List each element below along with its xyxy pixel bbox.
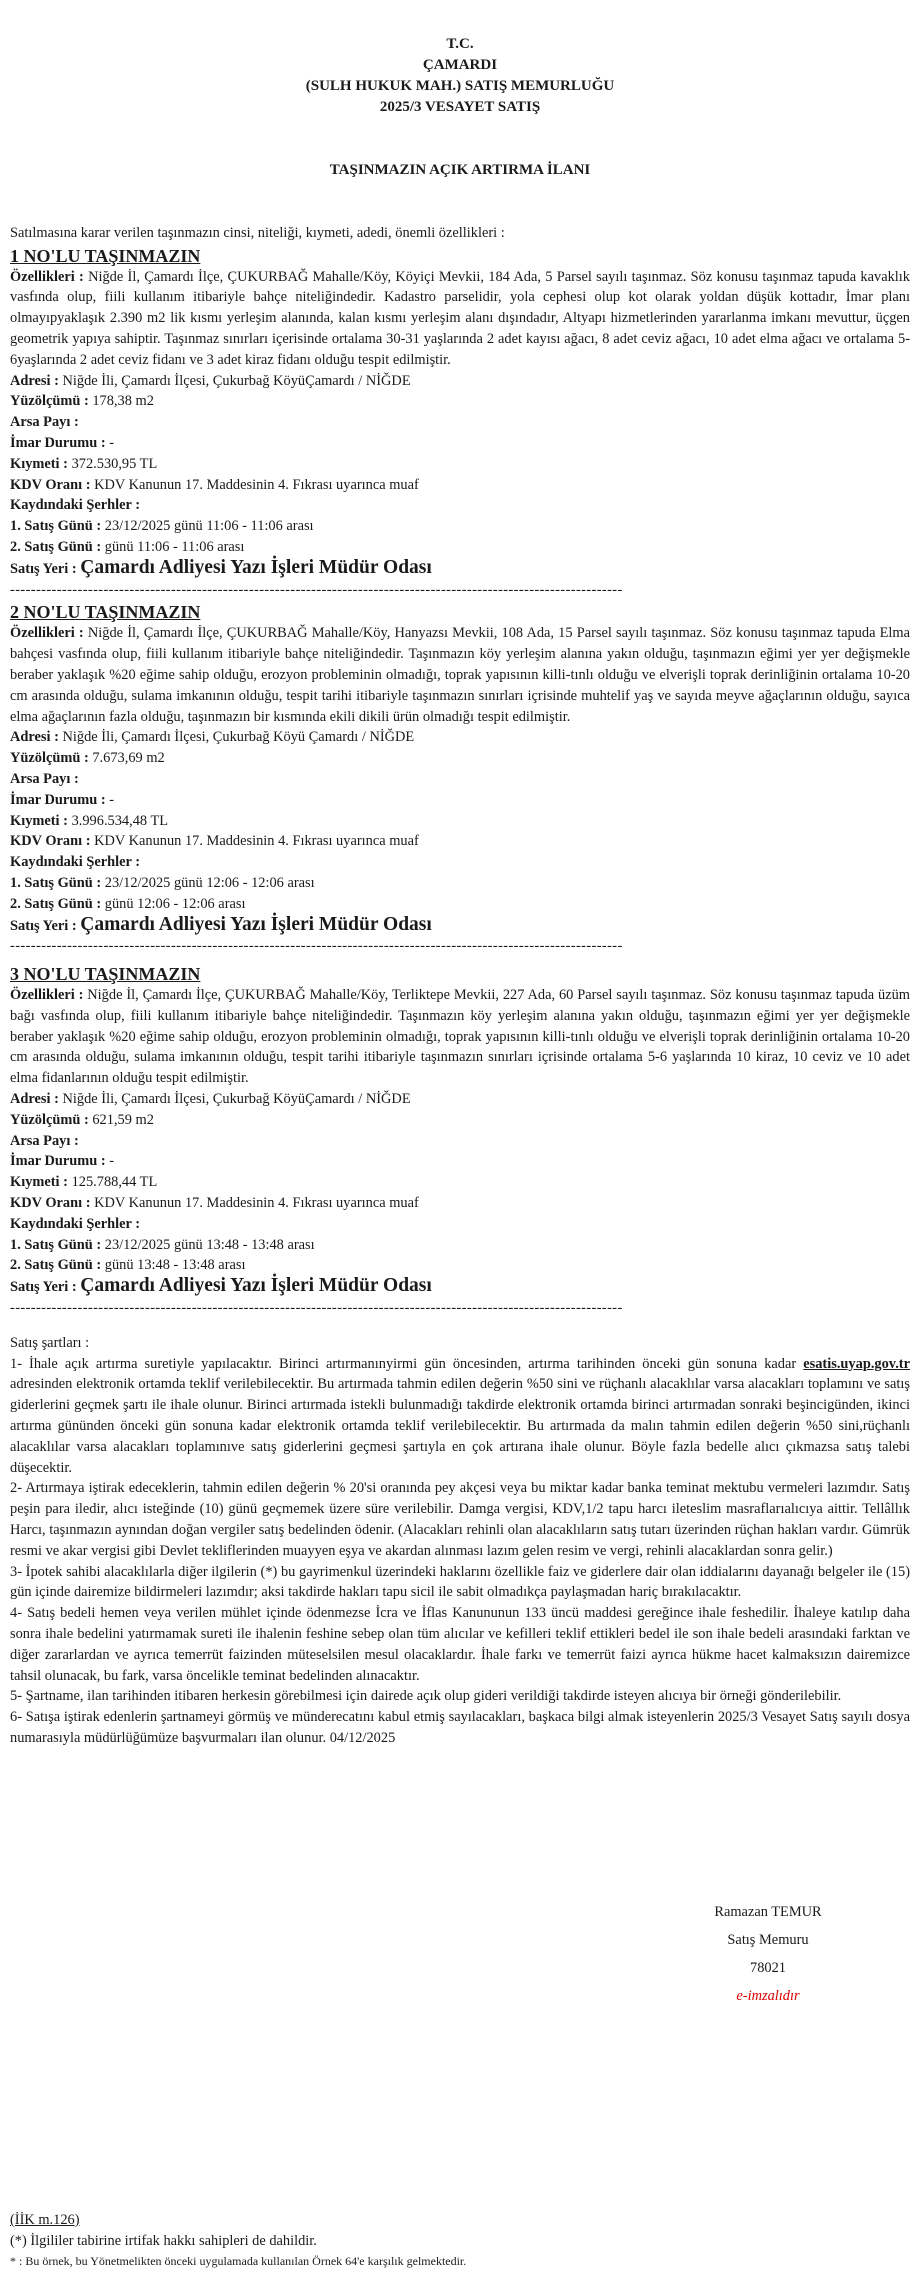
sale-place-value: Çamardı Adliyesi Yazı İşleri Müdür Odası [80,913,432,935]
property-title: 3 NO'LU TAŞINMAZIN [10,964,201,985]
label-address: Adresi : [10,729,59,746]
property-sale-place [10,915,910,937]
label-vat: KDV Oranı : [10,833,91,850]
signer-role: Satış Memuru [727,1932,809,1948]
property-area [10,391,910,412]
property-vat [10,831,910,852]
property-value [10,811,910,832]
property-sale-day-1 [10,1235,910,1256]
header-line-city: ÇAMARDI [422,57,498,73]
property-zoning [10,1151,910,1172]
label-sale-day-2: 2. Satış Günü : [10,1257,102,1274]
property-area [10,748,910,769]
property-zoning [10,790,910,811]
ilan-title: TAŞINMAZIN AÇIK ARTIRMA İLANI [329,162,591,178]
label-zoning: İmar Durumu : [10,791,106,808]
address-value: Niğde İli, Çamardı İlçesi, Çukurbağ Köyü Çamardı / NİĞDE [62,729,415,746]
features-text: Niğde İl, Çamardı İlçe, ÇUKURBAĞ Mahalle/Köy, Terliktepe Mevkii, 227 Ada, 60 Parsel sayılı taşınmaz. Söz konusu taşınmaz tapuda üzüm bağı vasfında olup, fiili kullanım itibariyle bahçe niteliğindedir. Taşınmazın köy yerleşim alanına yakın olduğu, taşınmazın eğimi yer yer değişmekle beraber yaklaşık %20 eğime sahip olduğu, erozyon probleminin olmadığı, toprak yapısının killi-tınlı olduğu ve elverişli toprak derinliğinin ortalama 10-20 cm arasında olduğu, sulama imkanının olduğu, tespit tarihi itibariyle taşınmazın sınırları içrisinde ortalama 5-6 yaşlarında 10 kiraz, 10 ceviz ve 10 adet elma fidanlarının olduğu tespit edilmiştir. [10,987,910,1087]
sale-conditions [10,1333,910,1749]
property-zoning [10,433,910,454]
footer-law-ref: (İİK m.126) [10,2212,80,2228]
sale-day-1-value: 23/12/2025 günü 12:06 - 12:06 arası [104,874,315,891]
condition-2: 2- Artırmaya iştirak edeceklerin, tahmin edilen değerin % 20'si oranında pey akçesi veya bu miktar kadar banka teminat mektubu vermeleri lazımdır. Satış peşin para iledir, alıcı isteğinde (10) günü geçmemek üzere süre verilebilir. Damga vergisi, KDV,1/2 tapu harcı ileteslim masraflarıalıcıya aittir. Tellâllık Harcı, taşınmazın aynından doğan vergiler satış bedelinden ödenir. (Alacakları rehinli olan alacaklıların satış tutarı üzerinden rüçhan hakları vardır. Gümrük resmi ve akar vergisi gibi Devlet tekliflerinden muayyen eşya ve akardan alınması lazım gelen resim ve vergi, rehinli alacaklardan sonra gelir.) [10,1480,910,1559]
property-land-share [10,769,910,790]
property-annotations [10,852,910,873]
label-area: Yüzölçümü : [10,1111,89,1128]
zoning-value: - [109,1153,115,1170]
label-sale-day-1: 1. Satış Günü : [10,874,102,891]
sale-day-1-value: 23/12/2025 günü 13:48 - 13:48 arası [104,1236,315,1253]
property-value [10,1172,910,1193]
property-section-2 [10,601,910,957]
header-line-tc: T.C. [446,36,474,52]
property-land-share [10,412,910,433]
sale-place-value: Çamardı Adliyesi Yazı İşleri Müdür Odası [80,1275,432,1297]
signer-id: 78021 [750,1960,786,1976]
sale-day-2-value: günü 12:06 - 12:06 arası [104,895,246,912]
condition-1 [10,1354,910,1479]
label-zoning: İmar Durumu : [10,434,106,451]
property-section-3 [10,963,910,1319]
vat-value: KDV Kanunun 17. Maddesinin 4. Fıkrası uyarınca muaf [94,833,419,850]
property-features [10,267,910,371]
label-features: Özellikleri : [10,987,84,1004]
label-area: Yüzölçümü : [10,750,89,767]
label-sale-day-1: 1. Satış Günü : [10,518,102,535]
property-address [10,1089,910,1110]
property-annotations [10,495,910,516]
features-text: Niğde İl, Çamardı İlçe, ÇUKURBAĞ Mahalle/Köy, Köyiçi Mevkii, 184 Ada, 5 Parsel sayılı taşınmaz. Söz konusu taşınmaz tapuda kavaklık vasfında olup, fiili kullanım itibariyle bahçe niteliğindedir. Kadastro parselidir, yola cephesi olup kot olarak yoldan düşük kottadır, İmar planı olmayıpyaklaşık 2.390 m2 lik kısmı yerleşim alanında, kalan kısmı yerleşim alanı dışındadır, Altyapı hizmetlerinden yararlanma imkanı mevuttur, üçgen geometrik yapıya sahiptir. Taşınmaz sınırları içerisinde ortalama 30-31 yaşlarında 2 adet kayısı ağacı, 8 adet ceviz ağacı, 10 adet elma ağacı ve ortalama 5-6yaşlarında 2 adet ceviz fidanı ve 3 adet kiraz fidanı olduğu tespit edilmiştir. [10,268,910,368]
label-value: Kıymeti : [10,1174,68,1191]
address-value: Niğde İli, Çamardı İlçesi, Çukurbağ KöyüÇamardı / NİĞDE [62,372,411,389]
zoning-value: - [109,434,115,451]
footer-note-1: (*) İlgililer tabirine irtifak hakkı sahipleri de dahildir. [10,2232,317,2249]
sale-day-2-value: günü 13:48 - 13:48 arası [104,1257,246,1274]
label-land-share: Arsa Payı : [10,414,79,431]
property-title: 2 NO'LU TAŞINMAZIN [10,602,201,623]
label-sale-place: Satış Yeri : [10,1279,77,1296]
property-address [10,727,910,748]
label-annotations: Kaydındaki Şerhler : [10,854,141,871]
area-value: 621,59 m2 [92,1111,154,1128]
label-features: Özellikleri : [10,268,84,285]
condition-3: 3- İpotek sahibi alacaklılarla diğer ilgilerin (*) bu gayrimenkul üzerindeki haklarını özellikle faiz ve giderlere dair olan iddialarını dayanağı belgeler ile (15) gün içinde dairemize bildirmeleri lazımdır; aksi takdirde hakları tapu sicil ile sabit olmadıkça paylaşmadan hariç bırakılacaktır. [10,1563,910,1601]
document-footer [10,2210,910,2270]
property-features [10,985,910,1089]
property-annotations [10,1214,910,1235]
sale-day-2-value: günü 11:06 - 11:06 arası [104,538,245,555]
signer-name: Ramazan TEMUR [714,1904,822,1920]
separator-line: ---------------------------------------------------------------------------------------------------------------------- [10,1300,623,1317]
area-value: 178,38 m2 [92,393,154,410]
property-sale-day-2 [10,1255,910,1276]
property-section-1 [10,245,910,601]
property-value [10,454,910,475]
property-address [10,371,910,392]
property-vat [10,1193,910,1214]
intro-text: Satılmasına karar verilen taşınmazın cinsi, niteliği, kıymeti, adedi, önemli özellikleri : [10,224,505,241]
vat-value: KDV Kanunun 17. Maddesinin 4. Fıkrası uyarınca muaf [94,1195,419,1212]
property-features [10,623,910,727]
header-line-file: 2025/3 VESAYET SATIŞ [379,99,541,115]
area-value: 7.673,69 m2 [92,750,165,767]
vat-value: KDV Kanunun 17. Maddesinin 4. Fıkrası uyarınca muaf [94,476,419,493]
header-line-office: (SULH HUKUK MAH.) SATIŞ MEMURLUĞU [305,78,615,94]
sale-day-1-value: 23/12/2025 günü 11:06 - 11:06 arası [104,518,314,535]
label-sale-place: Satış Yeri : [10,917,77,934]
zoning-value: - [109,791,115,808]
separator-line: ---------------------------------------------------------------------------------------------------------------------- [10,938,623,955]
label-land-share: Arsa Payı : [10,770,79,787]
label-features: Özellikleri : [10,625,84,642]
condition-1-text-a: 1- İhale açık artırma suretiyle yapılacaktır. Birinci artırmanınyirmi gün öncesinden, artırma tarihinden önceki gün sonuna kadar [10,1355,804,1372]
label-vat: KDV Oranı : [10,476,91,493]
label-address: Adresi : [10,372,59,389]
value-amount: 3.996.534,48 TL [71,812,169,829]
document-header [10,0,910,118]
property-vat [10,475,910,496]
property-sale-place [10,1276,910,1298]
property-sale-place [10,558,910,580]
label-address: Adresi : [10,1091,59,1108]
footer-note-2: * : Bu örnek, bu Yönetmelikten önceki uygulamada kullanılan Örnek 64'e karşılık gelmektedir. [10,2253,467,2268]
condition-1-text-b: adresinden elektronik ortamda teklif verilebilecektir. Bu artırmada tahmin edilen değerin %50 sini ve rüçhanlı alacaklılar varsa alacakları toplamını ve satış giderlerini geçmek şartı ile ihale olunur. Birinci artırmada istekli bulunmadığı takdirde elektronik ortamda birinci artırmadan sonraki beşincigünden, ikinci artırma gününden önceki gün sonuna kadar elektronik ortamda teklif verilebilecektir. Bu artırmada da malın tahmin edilen değerin %50 sini,rüçhanlı alacaklılar varsa alacakları toplamınıve satış giderlerini geçmesi şartıyla en çok artırana ihale olunur. Böyle fazla bedelle alıcı çıkmazsa satış talebi düşecektir. [10,1376,910,1476]
value-amount: 372.530,95 TL [71,455,158,472]
property-sale-day-1 [10,516,910,537]
label-value: Kıymeti : [10,455,68,472]
sale-place-value: Çamardı Adliyesi Yazı İşleri Müdür Odası [80,556,432,578]
label-area: Yüzölçümü : [10,393,89,410]
conditions-title: Satış şartları : [10,1334,90,1351]
label-zoning: İmar Durumu : [10,1153,106,1170]
property-land-share [10,1131,910,1152]
label-sale-day-2: 2. Satış Günü : [10,895,102,912]
condition-5: 5- Şartname, ilan tarihinden itibaren herkesin görebilmesi için dairede açık olup gideri verildiği takdirde isteyen alıcıya bir örneği gönderilebilir. [10,1688,842,1705]
esatis-link[interactable]: esatis.uyap.gov.tr [803,1355,910,1372]
property-sale-day-2 [10,894,910,915]
features-text: Niğde İl, Çamardı İlçe, ÇUKURBAĞ Mahalle/Köy, Hanyazsı Mevkii, 108 Ada, 15 Parsel sayılı taşınmaz. Söz konusu taşınmaz tapuda Elma bahçesi vasfında olup, fiili kullanım itibariyle bahçe niteliğindedir. Taşınmazın köy yerleşim alanına yakın olduğu, taşınmazın eğimi yer yer değişmekle beraber yaklaşık %20 eğime sahip olduğu, erozyon probleminin olmadığı, toprak yapısının killi-tınlı olduğu ve elverişli toprak derinliğinin ortalama 10-20 cm arasında olduğu, sulama imkanının olduğu, tespit tarihi itibariyle taşınmazın sınırları içrisinde muhtelif yaş ve sayıda meyve ağaçlarının olduğu, sayıca elma ağaçlarının fazla olduğu, taşınmazın bir kısmında ekili dikili ürün olmadığı tespit edilmiştir. [10,625,910,725]
condition-6: 6- Satışa iştirak edenlerin şartnameyi görmüş ve münderecatını kabul etmiş sayılacakları, başkaca bilgi almak isteyenlerin 2025/3 Vesayet Satış sayılı dosya numarasıyla müdürlüğümüze başvurmaları ilan olunur. 04/12/2025 [10,1709,910,1746]
signature-block [706,1898,830,2010]
condition-4: 4- Satış bedeli hemen veya verilen mühlet içinde ödenmezse İcra ve İflas Kanununun 133 üncü maddesi gereğince ihale feshedilir. İhaleye katılıp daha sonra ihale bedelini yatırmamak sureti ile ihalenin feshine sebep olan tüm alıcılar ve kefilleri teklif ettikleri bedel ile son ihale bedeli arasındaki farktan ve diğer zararlardan ve ayrıca temerrüt faizinden müteselsilen mesul olacaklardır. İhale farkı ve temerrüt faizi ayrıca hükme hacet kalmaksızın dairemizce tahsil olunacak, bu fark, varsa öncelikle teminat bedelinden alınacaktır. [10,1605,910,1684]
label-land-share: Arsa Payı : [10,1132,79,1149]
property-sale-day-2 [10,537,910,558]
label-annotations: Kaydındaki Şerhler : [10,1215,141,1232]
e-signature-note: e-imzalıdır [736,1988,800,2004]
label-vat: KDV Oranı : [10,1195,91,1212]
property-sale-day-1 [10,873,910,894]
address-value: Niğde İli, Çamardı İlçesi, Çukurbağ KöyüÇamardı / NİĞDE [62,1091,411,1108]
document-page [10,0,910,2287]
label-sale-day-2: 2. Satış Günü : [10,538,102,555]
separator-line: ---------------------------------------------------------------------------------------------------------------------- [10,581,623,598]
property-title: 1 NO'LU TAŞINMAZIN [10,245,201,266]
value-amount: 125.788,44 TL [71,1174,158,1191]
label-annotations: Kaydındaki Şerhler : [10,497,141,514]
label-value: Kıymeti : [10,812,68,829]
property-area [10,1110,910,1131]
label-sale-place: Satış Yeri : [10,560,77,577]
label-sale-day-1: 1. Satış Günü : [10,1236,102,1253]
